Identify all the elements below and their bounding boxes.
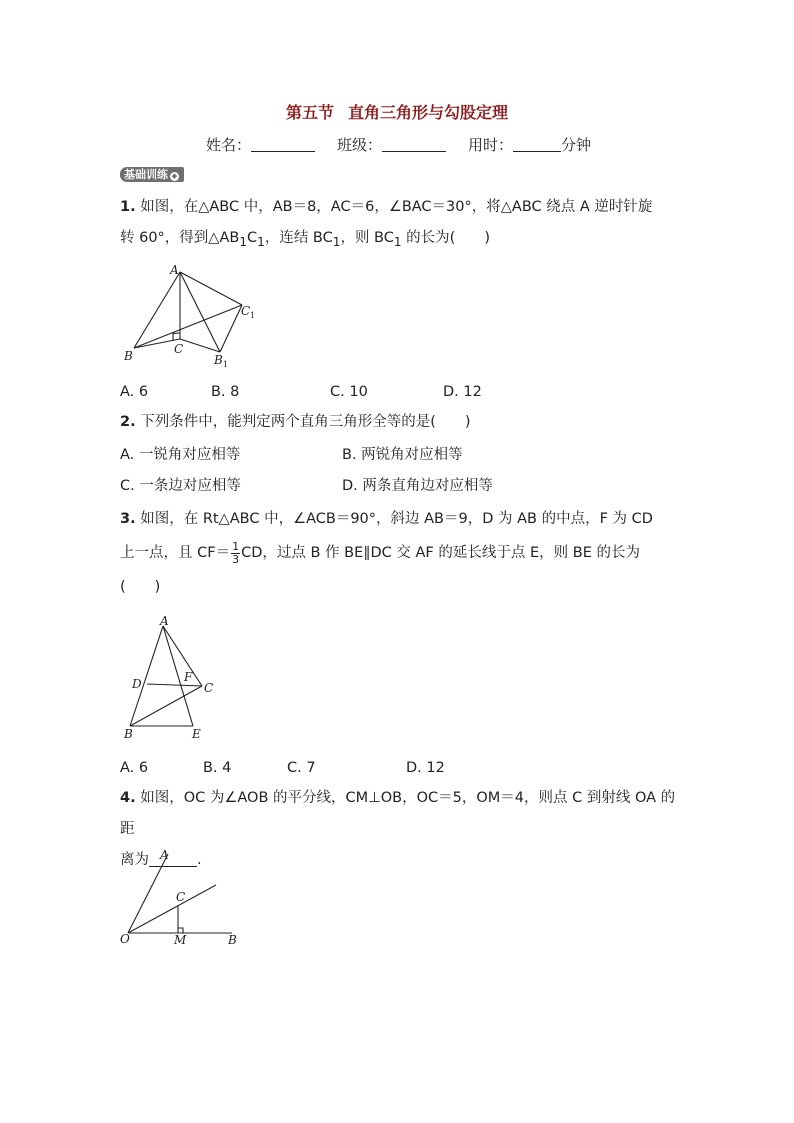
fig1-label-C1-sub: 1 <box>250 311 256 320</box>
q2-option-d[interactable]: D. 两条直角边对应相等 <box>342 478 493 494</box>
fig3-label-A: A <box>160 614 169 628</box>
fraction-numerator: 1 <box>232 539 240 553</box>
class-label: 班级： <box>337 136 383 154</box>
badge-label: 基础训练 <box>124 168 168 181</box>
question-1-line2d: ，则 BC <box>340 230 394 246</box>
section-number: 第五节 <box>285 103 334 122</box>
question-4-line2a: 离为 <box>120 852 149 868</box>
fig3-label-C: C <box>204 681 214 695</box>
question-1 <box>120 192 680 258</box>
name-label: 姓名： <box>206 136 252 154</box>
question-4-number: 4. <box>120 790 136 806</box>
question-1-line2c: ，连结 BC <box>264 230 333 246</box>
q2-option-a[interactable]: A. 一锐角对应相等 <box>120 447 241 463</box>
question-3-line1: 如图，在 Rt△ABC 中，∠ACB＝90°，斜边 AB＝9，D 为 AB 的中点，F 为 CD <box>135 511 653 527</box>
badge-circle-icon: ◆ <box>171 172 178 180</box>
question-3 <box>120 502 680 604</box>
fig3-label-E: E <box>192 727 201 741</box>
fig1-label-A: A <box>170 263 179 277</box>
time-unit: 分钟 <box>561 136 592 154</box>
question-4-line1: 如图，OC 为∠AOB 的平分线，CM⊥OB，OC＝5，OM＝4，则点 C 到射线 OA 的距 <box>120 790 676 837</box>
fig4-label-B: B <box>228 933 237 947</box>
fig1-label-B1-sub: 1 <box>223 360 229 369</box>
question-3-line2b: CD，过点 B 作 BE∥DC 交 AF 的延长线于点 E，则 BE 的长为 <box>241 545 640 561</box>
fig3-label-D: D <box>132 677 142 691</box>
q1-option-b[interactable]: B. 8 <box>211 384 240 400</box>
q2-option-c[interactable]: C. 一条边对应相等 <box>120 478 241 494</box>
question-1-line1: 如图，在△ABC 中，AB＝8，AC＝6，∠BAC＝30°，将△ABC 绕点 A 逆时针旋 <box>135 199 653 215</box>
question-4-line2b: . <box>197 852 202 868</box>
fraction-one-third <box>231 541 240 566</box>
question-1-line2a: 转 60°，得到△AB <box>120 230 240 246</box>
fraction-denominator: 3 <box>232 552 240 566</box>
basic-training-badge <box>120 167 184 182</box>
question-3-figure <box>118 614 228 744</box>
sub-1d: 1 <box>393 234 402 249</box>
q2-option-b[interactable]: B. 两锐角对应相等 <box>342 447 463 463</box>
fig1-label-B: B <box>124 349 133 363</box>
page-title <box>0 100 794 123</box>
sub-1b: 1 <box>257 234 265 249</box>
question-2-text: 下列条件中，能判定两个直角三角形全等的是( ) <box>135 414 471 430</box>
fig4-label-C: C <box>176 890 186 904</box>
q3-option-b[interactable]: B. 4 <box>203 760 232 776</box>
section-topic: 直角三角形与勾股定理 <box>348 103 509 122</box>
fig3-label-F: F <box>184 670 193 684</box>
question-1-line2e: 的长为( ) <box>401 230 491 246</box>
question-1-number: 1. <box>120 199 136 215</box>
fig4-label-M: M <box>174 933 187 947</box>
sub-1a: 1 <box>239 234 248 249</box>
fig1-label-B1: B <box>214 353 223 367</box>
time-blank[interactable] <box>513 137 561 152</box>
name-blank[interactable] <box>251 137 315 152</box>
student-info-line <box>206 134 591 155</box>
question-2 <box>120 407 680 438</box>
fig4-label-O: O <box>120 932 130 946</box>
fig1-label-C: C <box>174 342 184 356</box>
question-1-line2b: C <box>247 230 258 246</box>
q1-option-a[interactable]: A. 6 <box>120 384 149 400</box>
time-label: 用时： <box>468 136 514 154</box>
question-4-figure <box>118 846 248 948</box>
question-3-number: 3. <box>120 511 136 527</box>
question-3-line3: ( ) <box>120 579 161 595</box>
fig3-label-B: B <box>124 727 133 741</box>
fig1-label-C1: C <box>241 304 251 318</box>
sub-1c: 1 <box>332 234 341 249</box>
q3-option-d[interactable]: D. 12 <box>406 760 445 776</box>
q3-option-a[interactable]: A. 6 <box>120 760 149 776</box>
fig4-label-A: A <box>160 848 169 862</box>
question-2-number: 2. <box>120 414 136 430</box>
q1-option-c[interactable]: C. 10 <box>330 384 368 400</box>
class-blank[interactable] <box>382 137 446 152</box>
q3-option-c[interactable]: C. 7 <box>287 760 316 776</box>
question-1-figure <box>118 260 268 370</box>
q1-option-d[interactable]: D. 12 <box>443 384 482 400</box>
question-3-line2a: 上一点，且 CF＝ <box>120 545 231 561</box>
